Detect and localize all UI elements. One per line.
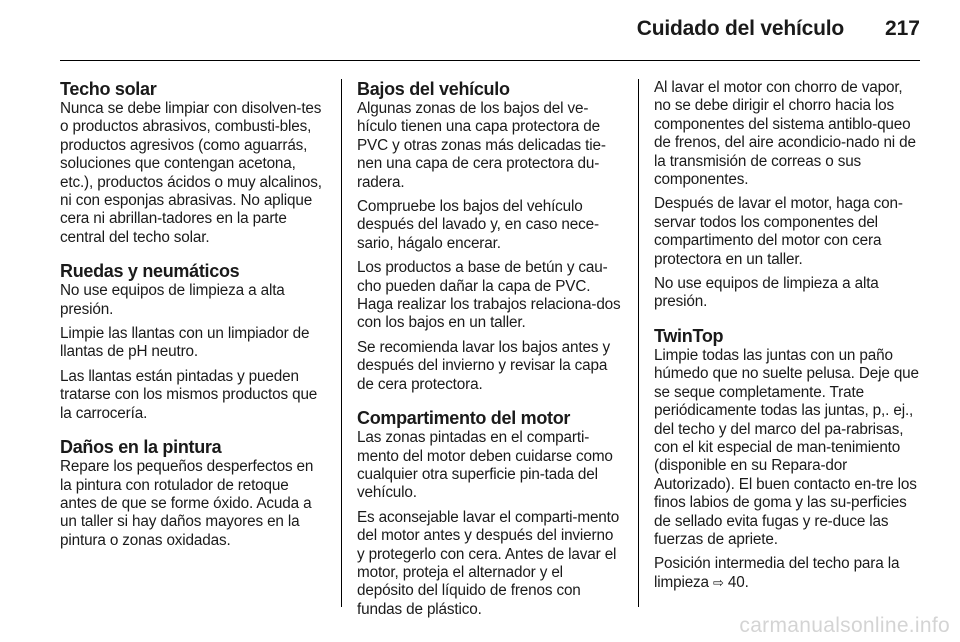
paragraph-with-reference	[654, 555, 920, 592]
column-divider	[638, 79, 639, 607]
column-1	[60, 79, 326, 564]
paragraph: Es aconsejable lavar el comparti-mento del motor antes y después del invierno y protegerlo con cera. Antes de lavar el motor, proteja el alternador y el depósito del líquido de frenos con fundas de plástico.	[357, 508, 620, 618]
paragraph: Se recomienda lavar los bajos antes y después del invierno y revisar la capa de cera protectora.	[357, 338, 610, 393]
paragraph: Limpie todas las juntas con un paño húmedo que no suelte pelusa. Deje que se seque completamente. Trate periódicamente todas las juntas, p,. ej., del techo y del marco del pa-rabrisas, con el kit especial de man-tenimiento (disponible en su Repara-dor Autorizado). El buen contacto en-tre los finos labios de goma y las su-perficies de sellado evita fugas y re-duce las fuerzas de apriete.	[654, 346, 919, 548]
page-header	[60, 0, 920, 61]
section-motor-cont	[654, 79, 920, 312]
section-motor	[357, 408, 623, 619]
section-bajos	[357, 79, 623, 394]
section-title: TwinTop	[654, 325, 724, 346]
section-pintura	[60, 437, 326, 550]
paragraph: Nunca se debe limpiar con disolven-tes o productos abrasivos, combusti-bles, productos agresivos (como aguarrás, soluciones que contengan acetona, etc.), productos ácidos o muy alcalinos, ni con esponjas abrasivas. No aplique cera ni abrillan-tadores en la parte central del techo solar.	[60, 100, 322, 246]
paragraph: Compruebe los bajos del vehículo después del lavado y, en caso nece-sario, hágalo encerar.	[357, 198, 599, 252]
section-techo-solar	[60, 79, 326, 247]
paragraph: Las llantas están pintadas y pueden tratarse con los mismos productos que la carrocería.	[60, 367, 318, 422]
section-title: Techo solar	[60, 79, 157, 99]
paragraph: Las zonas pintadas en el comparti-mento del motor deben cuidarse como cualquier otra superficie pin-tada del vehículo.	[357, 429, 613, 502]
paragraph: Después de lavar el motor, haga con-servar todos los componentes del compartimento del motor con cera protectora en un taller.	[654, 195, 903, 268]
paragraph: No use equipos de limpieza a alta presión.	[654, 275, 879, 311]
paragraph: Al lavar el motor con chorro de vapor, no se debe dirigir el chorro hacia los componentes del sistema antiblo-queo de frenos, del aire acondicio-nado ni de la transmisión de correas o sus componentes.	[654, 79, 916, 189]
reference-page[interactable]: 40.	[727, 573, 749, 591]
section-title: Compartimento del motor	[357, 408, 571, 429]
section-twintop	[654, 326, 920, 592]
paragraph: Algunas zonas de los bajos del ve-hículo tienen una capa protectora de PVC y otras zonas más delicadas tie-nen una capa de cera protectora du-radera.	[357, 100, 606, 191]
page-number: 217	[884, 17, 920, 40]
reference-text: Posición intermedia del techo para la limpieza	[654, 555, 900, 591]
watermark: carmanualsonline.info	[739, 614, 950, 637]
paragraph: Repare los pequeños desperfectos en la pintura con rotulador de retoque antes de que se forme óxido. Acuda a un taller si hay daños mayores en la pintura o zonas oxidadas.	[60, 458, 314, 549]
section-title: Daños en la pintura	[60, 437, 222, 458]
header-title: Cuidado del vehículo	[636, 17, 844, 40]
page-reference-arrow-icon[interactable]: ⇨	[713, 574, 724, 590]
section-title: Ruedas y neumáticos	[60, 261, 240, 282]
column-3	[654, 79, 920, 606]
section-title: Bajos del vehículo	[357, 79, 510, 99]
column-divider	[341, 79, 342, 607]
paragraph: Los productos a base de betún y cau-cho pueden dañar la capa de PVC. Haga realizar los trabajos relaciona-dos con los bajos en un taller.	[357, 259, 621, 332]
column-2	[357, 79, 623, 633]
paragraph: No use equipos de limpieza a alta presión.	[60, 282, 285, 318]
section-ruedas	[60, 261, 326, 423]
paragraph: Limpie las llantas con un limpiador de llantas de pH neutro.	[60, 325, 310, 361]
